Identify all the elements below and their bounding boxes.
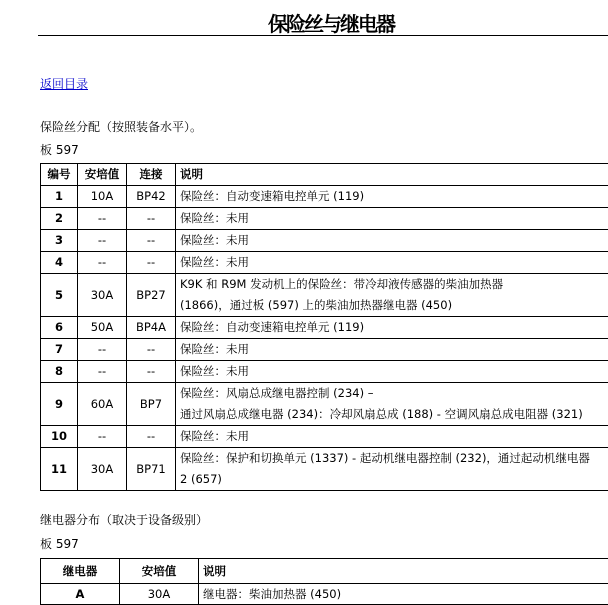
fuse-board-label: 板 597 [40,141,79,158]
fuse-amperage: -- [78,360,127,382]
fuse-amperage: 50A [78,316,127,338]
col-header-amperage: 安培值 [78,164,127,186]
fuse-description-line: 保险丝：未用 [180,361,608,382]
fuse-description [176,229,608,251]
fuse-description-line: 保险丝：未用 [180,339,608,360]
relay-id: A [41,584,120,605]
fuse-description-line: 保险丝：自动变速箱电控单元 (119) [180,317,608,338]
col-header-relay: 继电器 [41,559,120,584]
fuse-amperage: -- [78,425,127,447]
table-row [41,185,608,207]
table-row [41,382,608,425]
page-title: 保险丝与继电器 [268,8,394,37]
relay-board-label: 板 597 [40,535,79,552]
relay-description: 继电器：柴油加热器 (450) [199,584,608,605]
fuse-number: 3 [41,229,78,251]
fuse-description-line: 保险丝：未用 [180,426,608,447]
table-row [41,360,608,382]
fuse-description [176,425,608,447]
table-row [41,316,608,338]
relay-table-body [41,584,608,605]
fuse-amperage: 10A [78,185,127,207]
fuse-description-line: 保险丝：自动变速箱电控单元 (119) [180,186,608,207]
fuse-connection: -- [127,207,176,229]
fuse-description-line: (1866)，通过板 (597) 上的柴油加热器继电器 (450) [180,295,608,316]
fuse-description-line: 保险丝：未用 [180,230,608,251]
fuse-description [176,447,608,490]
fuse-table [40,163,608,491]
fuse-number: 7 [41,338,78,360]
fuse-connection: BP71 [127,447,176,490]
fuse-connection: BP4A [127,316,176,338]
fuse-connection: -- [127,425,176,447]
fuse-amperage: -- [78,251,127,273]
fuse-amperage: -- [78,207,127,229]
fuse-description [176,360,608,382]
fuse-number: 1 [41,185,78,207]
fuse-connection: BP42 [127,185,176,207]
fuse-description [176,251,608,273]
col-header-number: 编号 [41,164,78,186]
table-row [41,207,608,229]
fuse-number: 4 [41,251,78,273]
fuse-connection: -- [127,251,176,273]
fuse-description-line: 保险丝：风扇总成继电器控制 (234) – [180,383,608,404]
table-row [41,273,608,316]
fuse-description-line: 通过风扇总成继电器 (234)：冷却风扇总成 (188) - 空调风扇总成电阻器 (321) [180,404,608,425]
fuse-number: 10 [41,425,78,447]
fuse-intro: 保险丝分配（按照装备水平）。 [40,118,202,135]
relay-intro: 继电器分布（取决于设备级别） [40,511,208,528]
fuse-amperage: 30A [78,273,127,316]
fuse-description [176,338,608,360]
table-row [41,425,608,447]
fuse-connection: -- [127,360,176,382]
table-row [41,584,608,605]
col-header-description: 说明 [176,164,608,186]
fuse-description [176,273,608,316]
fuse-number: 9 [41,382,78,425]
fuse-description-line: 保险丝：未用 [180,252,608,273]
fuse-table-body [41,185,608,490]
col-header-relay-amperage: 安培值 [120,559,199,584]
table-row [41,251,608,273]
fuse-description-line: 2 (657) [180,469,608,490]
fuse-amperage: 30A [78,447,127,490]
fuse-description-line: 保险丝：未用 [180,208,608,229]
title-bar [38,8,608,36]
table-row [41,338,608,360]
fuse-number: 5 [41,273,78,316]
back-to-contents-link[interactable]: 返回目录 [40,75,88,92]
fuse-description [176,382,608,425]
fuse-connection: -- [127,229,176,251]
fuse-number: 11 [41,447,78,490]
fuse-description [176,185,608,207]
fuse-number: 6 [41,316,78,338]
fuse-number: 8 [41,360,78,382]
col-header-connection: 连接 [127,164,176,186]
fuse-number: 2 [41,207,78,229]
table-row [41,229,608,251]
table-row [41,447,608,490]
fuse-description [176,316,608,338]
fuse-connection: BP27 [127,273,176,316]
fuse-amperage: 60A [78,382,127,425]
fuse-connection: BP7 [127,382,176,425]
relay-table [40,558,608,605]
fuse-description-line: K9K 和 R9M 发动机上的保险丝：带冷却液传感器的柴油加热器 [180,274,608,295]
fuse-description-line: 保险丝：保护和切换单元 (1337) - 起动机继电器控制 (232)，通过起动机继电器 [180,448,608,469]
fuse-amperage: -- [78,229,127,251]
relay-amperage: 30A [120,584,199,605]
fuse-description [176,207,608,229]
col-header-relay-description: 说明 [199,559,608,584]
fuse-connection: -- [127,338,176,360]
fuse-amperage: -- [78,338,127,360]
